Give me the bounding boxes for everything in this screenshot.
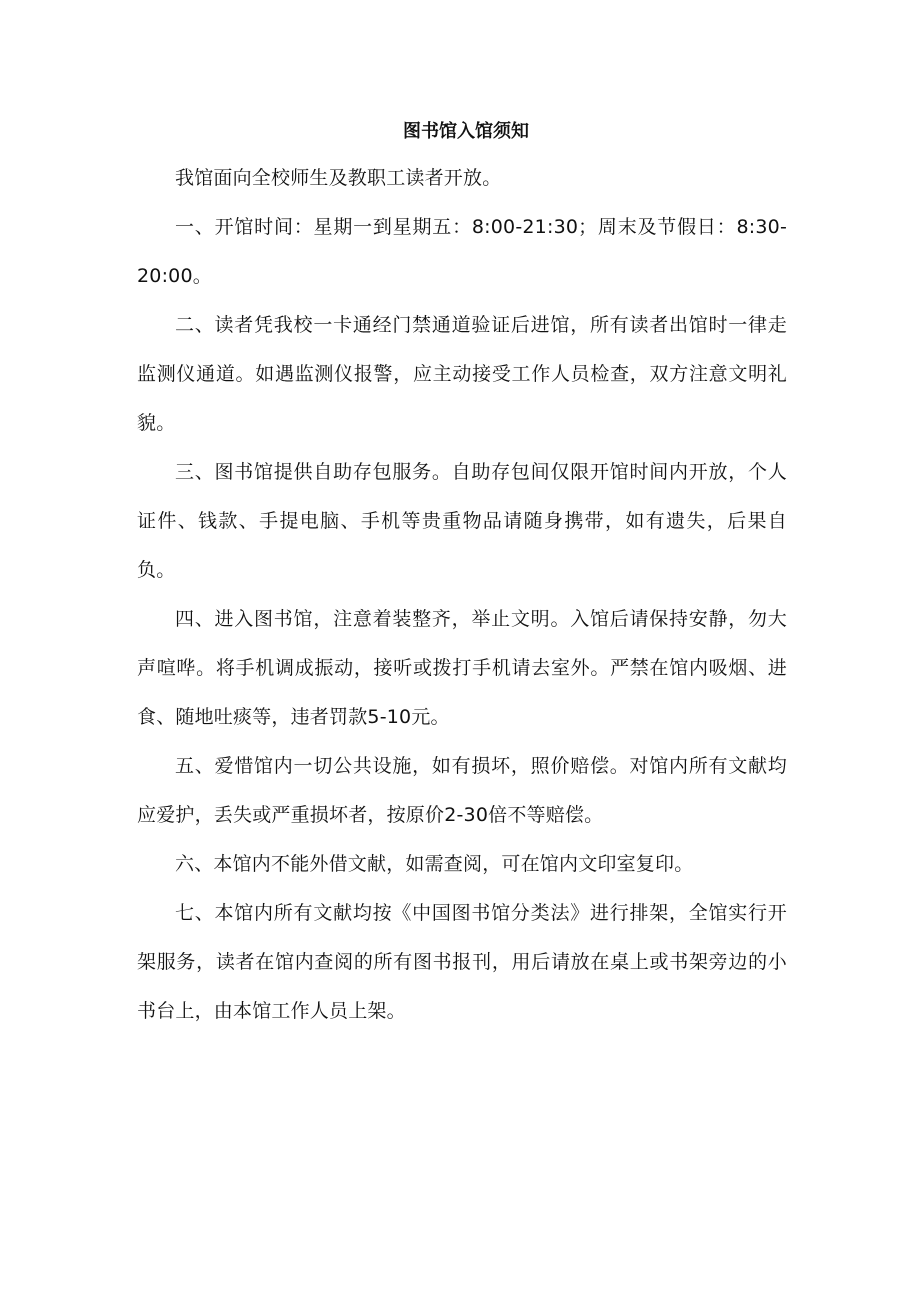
intro-paragraph: 我馆面向全校师生及教职工读者开放。	[175, 167, 502, 189]
document-page	[137, 118, 787, 1036]
rule-paragraph-6: 六、本馆内不能外借文献，如需查阅，可在馆内文印室复印。	[175, 853, 694, 875]
rule-paragraph-3: 三、图书馆提供自助存包服务。自助存包间仅限开馆时间内开放，个人证件、钱款、手提电脑、手机等贵重物品请随身携带，如有遗失，后果自负。	[137, 461, 787, 581]
document-title: 图书馆入馆须知	[403, 121, 529, 142]
rule-paragraph-2: 二、读者凭我校一卡通经门禁通道验证后进馆，所有读者出馆时一律走监测仪通道。如遇监测仪报警，应主动接受工作人员检查，双方注意文明礼貌。	[137, 314, 787, 434]
rule-paragraph-4: 四、进入图书馆，注意着装整齐，举止文明。入馆后请保持安静，勿大声喧哗。将手机调成振动，接听或拨打手机请去室外。严禁在馆内吸烟、进食、随地吐痰等，违者罚款5-10元。	[137, 608, 787, 728]
rule-paragraph-5: 五、爱惜馆内一切公共设施，如有损坏，照价赔偿。对馆内所有文献均应爱护，丢失或严重损坏者，按原价2-30倍不等赔偿。	[137, 755, 787, 826]
rule-paragraph-1: 一、开馆时间：星期一到星期五：8:00-21:30；周末及节假日：8:30-20:00。	[137, 216, 787, 287]
rule-paragraph-7: 七、本馆内所有文献均按《中国图书馆分类法》进行排架，全馆实行开架服务，读者在馆内查阅的所有图书报刊，用后请放在桌上或书架旁边的小书台上，由本馆工作人员上架。	[137, 902, 787, 1022]
